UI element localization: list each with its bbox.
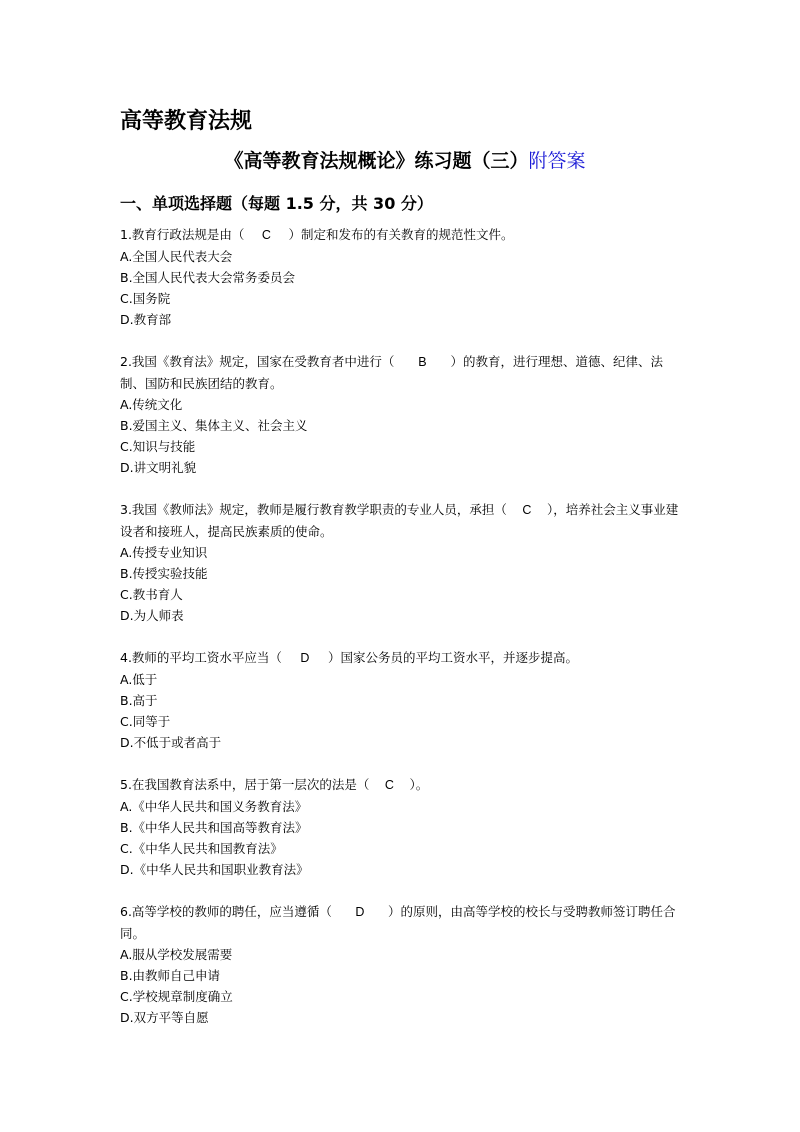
option-c: C.同等于	[120, 714, 171, 729]
question-item	[120, 499, 686, 626]
option-c: C.知识与技能	[120, 439, 196, 454]
answer-letter: C	[522, 503, 532, 517]
question-stem: 3.我国《教师法》规定，教师是履行教育教学职责的专业人员，承担（ C ），培养社会主义事业建设者和接班人，提高民族素质的使命。	[120, 502, 679, 539]
answer-letter: C	[384, 778, 394, 792]
option-b: B.全国人民代表大会常务委员会	[120, 270, 296, 285]
option-d: D.《中华人民共和国职业教育法》	[120, 862, 309, 877]
answer-letter: B	[418, 355, 427, 369]
option-b: B.高于	[120, 693, 158, 708]
option-b: B.传授实验技能	[120, 566, 208, 581]
question-stem: 1.教育行政法规是由（ C ）制定和发布的有关教育的规范性文件。	[120, 224, 686, 246]
exercise-subtitle	[120, 146, 690, 173]
question-item	[120, 351, 686, 478]
question-stem: 2.我国《教育法》规定，国家在受教育者中进行（ B ）的教育，进行理想、道德、纪律、法制、国防和民族团结的教育。	[120, 354, 663, 391]
question-stem: 4.教师的平均工资水平应当（ D ）国家公务员的平均工资水平，并逐步提高。	[120, 647, 686, 669]
option-c: C.教书育人	[120, 587, 183, 602]
section-heading: 一、单项选择题（每题 1.5 分，共 30 分）	[120, 194, 433, 213]
option-a: A.全国人民代表大会	[120, 249, 233, 264]
option-c: C.国务院	[120, 291, 171, 306]
question-item	[120, 224, 686, 330]
option-a: A.服从学校发展需要	[120, 947, 233, 962]
option-d: D.不低于或者高于	[120, 735, 222, 750]
option-a: A.传授专业知识	[120, 545, 208, 560]
option-c: C.学校规章制度确立	[120, 989, 233, 1004]
answer-letter: D	[355, 905, 365, 919]
question-item	[120, 647, 686, 753]
option-d: D.讲文明礼貌	[120, 460, 197, 475]
option-a: A.《中华人民共和国义务教育法》	[120, 799, 308, 814]
option-d: D.为人师表	[120, 608, 184, 623]
answer-key-link[interactable]: 附答案	[528, 150, 586, 172]
document-title: 高等教育法规	[120, 109, 253, 134]
answer-letter: C	[261, 228, 271, 242]
option-c: C.《中华人民共和国教育法》	[120, 841, 283, 856]
subtitle-main: 《高等教育法规概论》练习题（三）	[224, 150, 529, 172]
question-stem: 6.高等学校的教师的聘任，应当遵循（ D ）的原则，由高等学校的校长与受聘教师签订聘任合同。	[120, 904, 676, 941]
option-b: B.爱国主义、集体主义、社会主义	[120, 418, 308, 433]
question-item	[120, 901, 686, 1028]
answer-letter: D	[300, 651, 310, 665]
option-b: B.《中华人民共和国高等教育法》	[120, 820, 308, 835]
option-d: D.双方平等自愿	[120, 1010, 209, 1025]
question-item	[120, 774, 686, 880]
option-a: A.传统文化	[120, 397, 183, 412]
question-stem: 5.在我国教育法系中，居于第一层次的法是（ C ）。	[120, 774, 686, 796]
option-d: D.教育部	[120, 312, 172, 327]
question-list	[120, 224, 686, 1049]
option-b: B.由教师自己申请	[120, 968, 221, 983]
option-a: A.低于	[120, 672, 158, 687]
